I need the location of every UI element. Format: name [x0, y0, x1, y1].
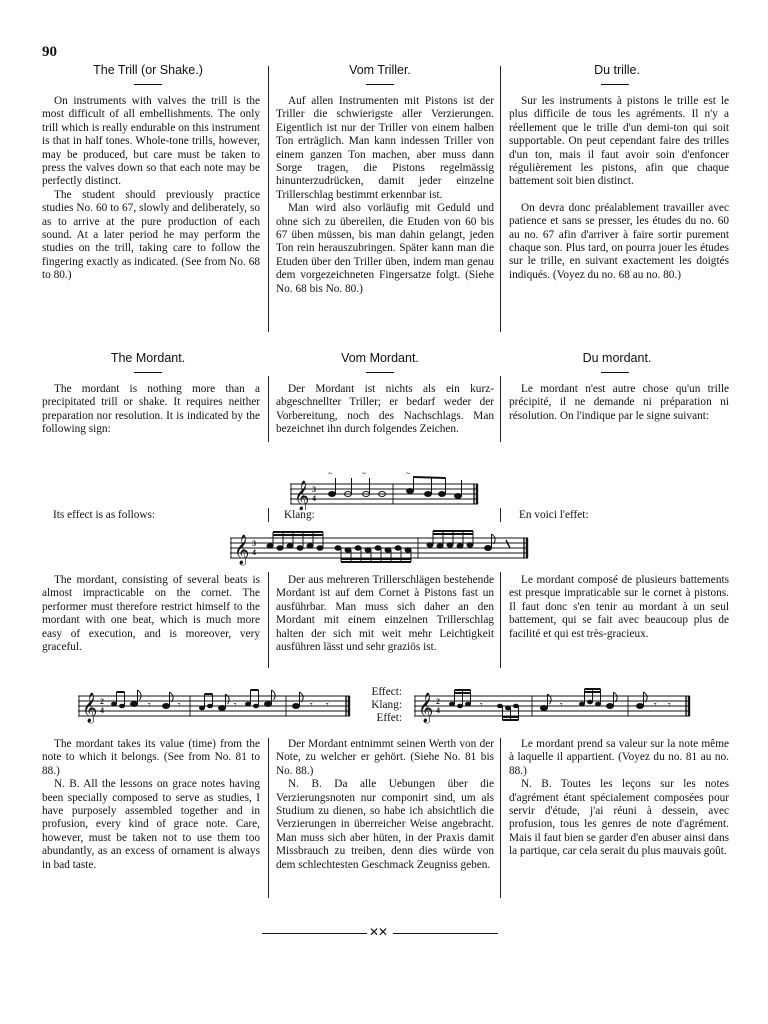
trill-text-fr [509, 95, 729, 282]
heading-mordant-en: The Mordant. [110, 351, 186, 365]
paragraph: Man wird also vorläufig mit Geduld und ohne sich zu übereilen, die Etuden von 60 bis 67 üben müssen, bis man dahin gelangt, jeden Ton rein herauszubringen. Später kann man die Etuden über den Triller üben, indem man genau dem vorgezeichneten Fingersatze folgt. (Siehe No. 68 bis No. 80.) [276, 202, 494, 295]
column-divider [500, 376, 501, 442]
closing-rule-left [262, 933, 367, 934]
closing-ornament: ✕✕ [369, 925, 388, 939]
paragraph: Der Mordant ist nichts als ein kurz-abgeschnellter Triller; er bedarf weder der Vorbereitung, noch des Nachschlags. Man bezeichnet ihn durch folgendes Zeichen. [276, 383, 494, 436]
heading-rule [366, 372, 394, 373]
effect-label-fr: En voici l'effet: [519, 509, 589, 521]
effect-multi-label-1: Effect: [371, 686, 402, 698]
svg-text:𝄾: 𝄾 [148, 700, 151, 711]
heading-rule [366, 84, 394, 85]
paragraph: The student should previously practice studies No. 60 to 67, slowly and deliberately, so as to arrive at the pure production of each sound. At a later period he may perform the studies on the trill, taking care to follow the fingering exactly as indicated. (See from No. 68 to 80.) [42, 188, 260, 282]
value-text-en [42, 738, 260, 872]
svg-text:𝄾: 𝄾 [668, 700, 671, 711]
svg-text:~: ~ [328, 470, 333, 478]
paragraph: N. B. Da alle Uebungen über die Verzierungsnoten nur componirt sind, um als Studium zu dienen, so habe ich absichtlich die Verzierungen in überreicher Weise angebracht. Man muss sich aber hüten, in der Praxis damit Missbrauch zu treiben, denn dies würde von dem schlechtesten Geschmack Zeugniss geben. [276, 778, 494, 871]
svg-text:𝄾: 𝄾 [178, 700, 181, 711]
paragraph: N. B. All the lessons on grace notes having been specially composed to serve as studies, I have purposely assembled together and in profusion, every kind of grace note. Care, however, must be taken not to use them too abundantly, as an excess of ornament is always in bad taste. [42, 778, 260, 871]
music-staff-mordant-right [414, 684, 692, 724]
mordant-text-en [42, 383, 260, 437]
trill-text-en [42, 95, 260, 283]
page-number: 90 [42, 44, 57, 60]
heading-rule [134, 372, 162, 373]
svg-text:~: ~ [406, 470, 411, 478]
heading-trill-fr: Du trille. [594, 63, 640, 77]
effect-multi-label-2: Klang: [371, 699, 402, 711]
music-staff-mordant-left [78, 684, 352, 724]
paragraph: Le mordant n'est autre chose qu'un trille précipité, il ne demande ni préparation ni résolution. On l'indique par le signe suivant: [509, 383, 729, 422]
heading-mordant-fr: Du mordant. [582, 351, 652, 365]
svg-text:3: 3 [252, 539, 256, 548]
svg-text:4: 4 [100, 706, 104, 715]
music-staff-mordant-sign [290, 470, 480, 510]
heading-rule [601, 372, 629, 373]
paragraph: The mordant, consisting of several beats is almost impracticable on the cornet. The performer must therefore restrict himself to the mordant with one beat, which is much more easy of execution, and is moreover, very graceful. [42, 574, 260, 654]
column-divider [268, 66, 269, 332]
column-divider [268, 738, 269, 898]
svg-text:𝄾: 𝄾 [234, 700, 237, 711]
column-divider [500, 738, 501, 898]
paragraph: Der aus mehreren Trillerschlägen bestehende Mordant ist auf dem Cornet à Pistons fast un ausführbar. Man muss sich daher an den Mordant mit einem einzelnen Trillerschlag halten der sich mit weit mehr Leichtigkeit ausführen lässt und sehr graziös ist. [276, 574, 494, 654]
paragraph: N. B. Toutes les leçons sur les notes d'agrément étant spécialement composées pour servir d'étude, j'ai réuni à dessein, avec profusion, tous les genres de note d'agrément. Mais il faut bien se garder d'en abuser ainsi dans la partique, car cela serait du plus mauvais goût. [509, 778, 729, 858]
svg-text:~: ~ [362, 470, 367, 478]
svg-text:𝄾: 𝄾 [560, 700, 563, 711]
heading-rule [134, 84, 162, 85]
column-divider [500, 508, 501, 522]
svg-text:𝄞: 𝄞 [82, 693, 98, 723]
effect-multi-label-3: Effet: [376, 712, 402, 724]
value-text-de [276, 738, 494, 872]
heading-rule [601, 84, 629, 85]
paragraph: Auf allen Instrumenten mit Pistons ist der Triller die schwierigste aller Verzierungen. Eigentlich ist nur der Triller von einem halben Ton erträglich. Man kann indessen Triller von einem ganzen Ton machen, aber muss dann Sorge tragen, die Pistons regelmässig hinunterzudrücken, damit jeder einzelne Trillerschlag bestimmt erkennbar ist. [276, 95, 494, 201]
mordant-text-fr [509, 383, 729, 423]
svg-text:3: 3 [312, 485, 316, 494]
svg-text:2: 2 [436, 697, 440, 706]
several-beats-text-de [276, 574, 494, 654]
paragraph: The mordant takes its value (time) from the note to which it belongs. (See from No. 81 to 88.) [42, 738, 260, 777]
value-text-fr [509, 738, 729, 859]
effect-label-de: Klang: [284, 509, 315, 521]
heading-mordant-de: Vom Mordant. [341, 351, 419, 365]
svg-text:4: 4 [312, 494, 316, 503]
paragraph: Le mordant composé de plusieurs battements est presque impraticable sur le cornet à pistons. Il faut donc s'en tenir au mordant à un seul battement, qui se fait avec beaucoup plus de facilité et qui est très-gracieux. [509, 574, 729, 640]
svg-text:𝄞: 𝄞 [418, 693, 434, 723]
paragraph: On devra donc préalablement travailler avec patience et sans se presser, les études du no. 60 au no. 67 afin d'arriver à faire sortir purement chaque son. Plus tard, on pourra jouer les études sur le trille, en suivant exactement les doigtés indiqués. (Voyez du no. 68 au no. 80.) [509, 201, 729, 281]
paragraph: On instruments with valves the trill is the most difficult of all embellishments. The only trill which is really endurable on this instrument is that in half tones. Whole-tone trills, however, may be produced, but care must be taken to press the valves down so that each note may be perfectly distinct. [42, 95, 260, 188]
effect-label-en: Its effect is as follows: [53, 509, 156, 521]
music-staff-effect [230, 524, 530, 568]
svg-text:𝄞: 𝄞 [294, 481, 310, 510]
column-divider [268, 508, 269, 522]
svg-text:2: 2 [100, 697, 104, 706]
svg-text:𝄾: 𝄾 [654, 700, 657, 711]
svg-text:𝄾: 𝄾 [480, 700, 483, 711]
svg-text:4: 4 [252, 548, 256, 557]
svg-text:𝄾: 𝄾 [326, 700, 329, 711]
heading-trill-de: Vom Triller. [349, 63, 411, 77]
mordant-text-de [276, 383, 494, 437]
column-divider [500, 572, 501, 668]
heading-trill-en: The Trill (or Shake.) [93, 63, 203, 77]
paragraph: Le mordant prend sa valeur sur la note même à laquelle il appartient. (Voyez du no. 81 au no. 88.) [509, 738, 729, 777]
closing-rule-right [393, 933, 498, 934]
several-beats-text-fr [509, 574, 729, 641]
column-divider [268, 572, 269, 668]
column-divider [268, 376, 269, 442]
svg-text:𝄞: 𝄞 [234, 535, 250, 565]
paragraph: Der Mordant entnimmt seinen Werth von der Note, zu welcher er gehört. (Siehe No. 81 bis No. 88.) [276, 738, 494, 777]
svg-text:4: 4 [436, 706, 440, 715]
several-beats-text-en [42, 574, 260, 654]
paragraph: Sur les instruments à pistons le trille est le plus difficile de tous les agréments. Il n'y a réellement que le trille d'un demi-ton qui soit supportable. On peut cependant faire des trilles d'un ton, mais il faut avoir soin d'enfoncer régulièrement les pistons, afin que chaque battement soit bien distinct. [509, 95, 729, 188]
svg-text:𝄾: 𝄾 [310, 700, 313, 711]
column-divider [500, 66, 501, 332]
paragraph: The mordant is nothing more than a precipitated trill or shake. It requires neither preparation nor resolution. It is indicated by the following sign: [42, 383, 260, 436]
trill-text-de [276, 95, 494, 296]
